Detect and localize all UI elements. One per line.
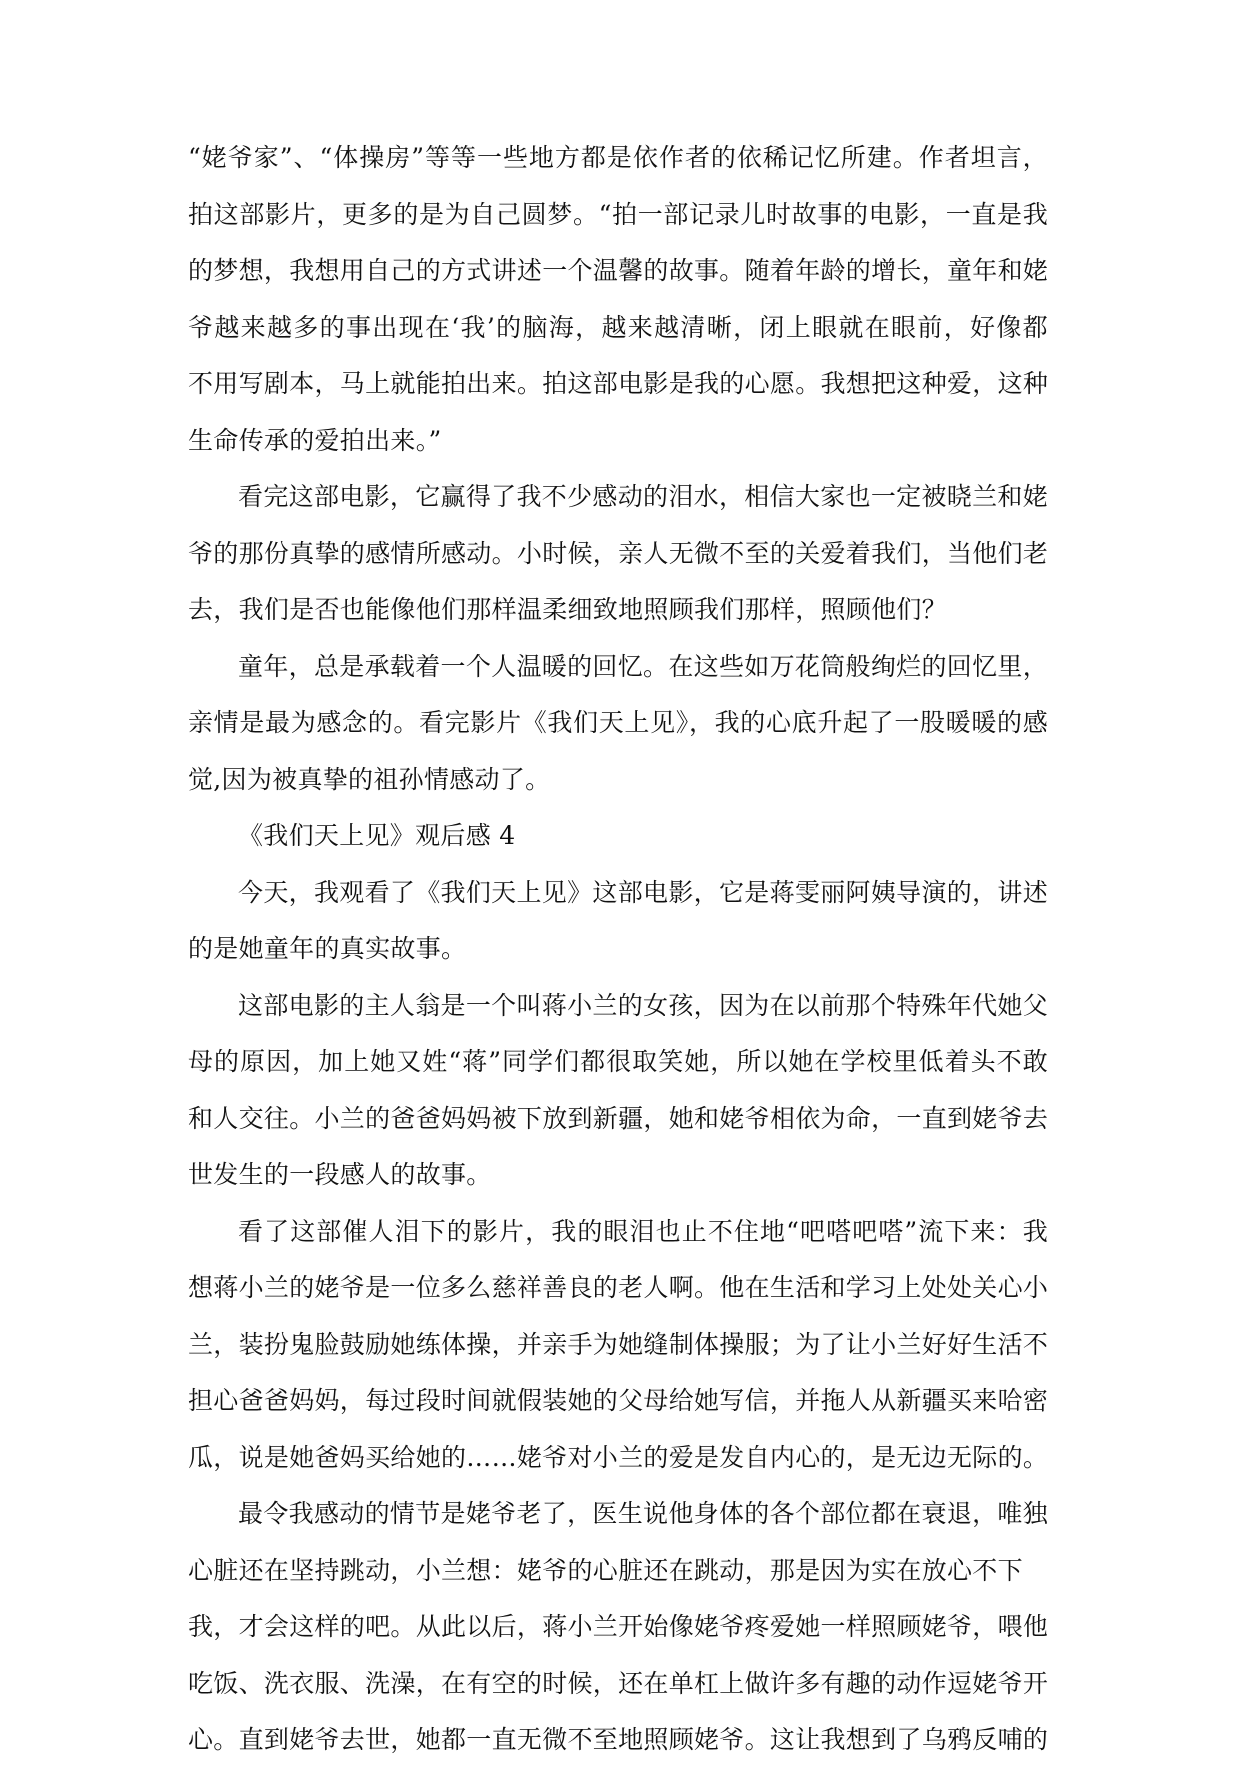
text-line: 今天，我观看了《我们天上见》这部电影，它是蒋雯丽阿姨导演的，讲述	[238, 877, 1048, 907]
text-line: 爷越来越多的事出现在‘我’的脑海，越来越清晰，闭上眼就在眼前，好像都	[188, 312, 1048, 342]
text-line: 想蒋小兰的姥爷是一位多么慈祥善良的老人啊。他在生活和学习上处处关心小	[188, 1273, 1049, 1302]
text-line: 童年，总是承载着一个人温暖的回忆。在这些如万花筒般绚烂的回忆里，	[238, 651, 1048, 681]
text-line: 不用写剧本，马上就能拍出来。拍这部电影是我的心愿。我想把这种爱，这种	[188, 369, 1049, 398]
text-line: 去，我们是否也能像他们那样温柔细致地照顾我们那样，照顾他们？	[188, 595, 948, 624]
text-line: 世发生的一段感人的故事。	[188, 1160, 492, 1189]
text-line: 看了这部催人泪下的影片，我的眼泪也止不住地“吧嗒吧嗒”流下来：我	[238, 1216, 1048, 1246]
text-line: 的是她童年的真实故事。	[188, 934, 467, 963]
document-page	[188, 130, 1048, 1769]
text-line: 《我们天上见》观后感 4	[238, 821, 516, 850]
text-line: 最令我感动的情节是姥爷老了，医生说他身体的各个部位都在衰退，唯独	[238, 1499, 1048, 1528]
text-line: 母的原因，加上她又姓“蒋”同学们都很取笑她，所以她在学校里低着头不敢	[188, 1047, 1048, 1076]
text-line: 的梦想，我想用自己的方式讲述一个温馨的故事。随着年龄的增长，童年和姥	[188, 256, 1049, 285]
text-line: 看完这部电影，它赢得了我不少感动的泪水，相信大家也一定被晓兰和姥	[238, 482, 1048, 511]
text-line: 瓜，说是她爸妈买给她的……姥爷对小兰的爱是发自内心的，是无边无际的。	[188, 1442, 1049, 1472]
text-line: 我，才会这样的吧。从此以后，蒋小兰开始像姥爷疼爱她一样照顾姥爷，喂他	[188, 1612, 1049, 1641]
text-line: 亲情是最为感念的。看完影片《我们天上见》，我的心底升起了一股暖暖的感	[188, 708, 1048, 737]
text-line: 觉,因为被真挚的祖孙情感动了。	[188, 764, 551, 794]
text-line: 拍这部影片，更多的是为自己圆梦。“拍一部记录儿时故事的电影，一直是我	[188, 199, 1048, 229]
text-line: 心脏还在坚持跳动，小兰想：姥爷的心脏还在跳动，那是因为实在放心不下	[188, 1555, 1023, 1585]
text-line: 心。直到姥爷去世，她都一直无微不至地照顾姥爷。这让我想到了乌鸦反哺的	[188, 1725, 1049, 1754]
text-line: “姥爷家”、“体操房”等等一些地方都是依作者的依稀记忆所建。作者坦言，	[188, 143, 1048, 172]
text-line: 担心爸爸妈妈，每过段时间就假装她的父母给她写信，并拖人从新疆买来哈密	[188, 1386, 1049, 1415]
text-line: 吃饭、洗衣服、洗澡，在有空的时候，还在单杠上做许多有趣的动作逗姥爷开	[188, 1668, 1049, 1698]
text-line: 兰，装扮鬼脸鼓励她练体操，并亲手为她缝制体操服；为了让小兰好好生活不	[188, 1329, 1049, 1359]
text-line: 和人交往。小兰的爸爸妈妈被下放到新疆，她和姥爷相依为命，一直到姥爷去	[188, 1103, 1049, 1133]
text-line: 这部电影的主人翁是一个叫蒋小兰的女孩，因为在以前那个特殊年代她父	[238, 990, 1048, 1020]
text-line: 生命传承的爱拍出来。”	[188, 425, 442, 455]
text-line: 爷的那份真挚的感情所感动。小时候，亲人无微不至的关爱着我们，当他们老	[188, 538, 1049, 568]
